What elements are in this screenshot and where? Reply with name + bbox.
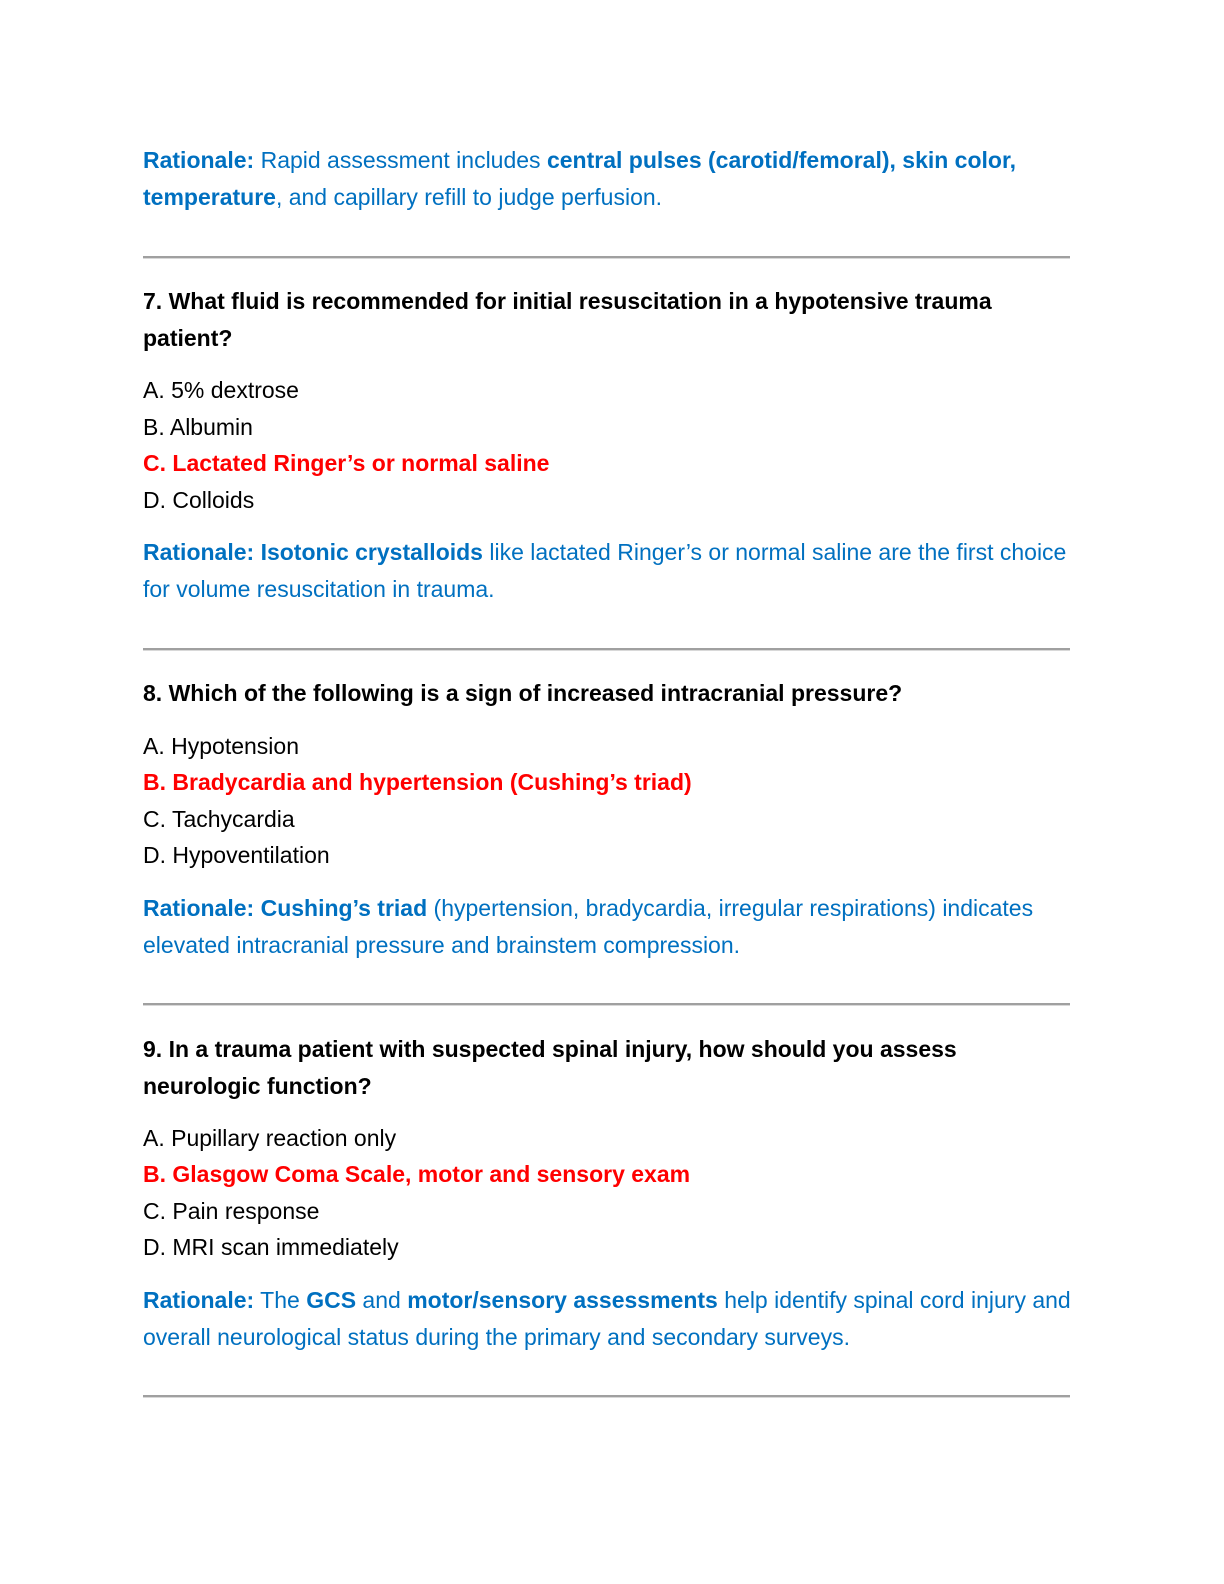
rationale-label: Rationale: xyxy=(143,895,255,921)
rationale-q9: Rationale: The GCS and motor/sensory assessments help identify spinal cord injury and overall neurological status during the primary and secondary surveys. xyxy=(143,1287,1071,1350)
option-7c-correct: C. Lactated Ringer’s or normal saline xyxy=(143,450,550,476)
option-7b: B. Albumin xyxy=(143,414,253,440)
divider xyxy=(143,1003,1070,1006)
divider xyxy=(143,1395,1070,1398)
divider xyxy=(143,648,1070,651)
option-8d: D. Hypoventilation xyxy=(143,842,330,868)
question-8: 8. Which of the following is a sign of increased intracranial pressure? xyxy=(143,680,903,706)
rationale-q8: Rationale: Cushing’s triad (hypertension, bradycardia, irregular respirations) indicates elevated intracranial pressure and brainstem compression. xyxy=(143,895,1034,958)
question-9: 9. In a trauma patient with suspected spinal injury, how should you assess neurologic function? xyxy=(143,1036,957,1099)
option-9c: C. Pain response xyxy=(143,1198,320,1224)
option-9d: D. MRI scan immediately xyxy=(143,1234,399,1260)
question-7: 7. What fluid is recommended for initial resuscitation in a hypotensive trauma patient? xyxy=(143,288,992,351)
rationale-q6: Rationale: Rapid assessment includes central pulses (carotid/femoral), skin color, temperature, and capillary refill to judge perfusion. xyxy=(143,147,1017,210)
option-8b-correct: B. Bradycardia and hypertension (Cushing’s triad) xyxy=(143,769,692,795)
option-8a: A. Hypotension xyxy=(143,733,299,759)
option-7a: A. 5% dextrose xyxy=(143,377,299,403)
rationale-q7: Rationale: Isotonic crystalloids like lactated Ringer’s or normal saline are the first choice for volume resuscitation in trauma. xyxy=(143,539,1067,602)
rationale-label: Rationale: xyxy=(143,539,255,565)
divider xyxy=(143,256,1070,259)
option-8c: C. Tachycardia xyxy=(143,806,295,832)
option-9b-correct: B. Glasgow Coma Scale, motor and sensory exam xyxy=(143,1161,691,1187)
rationale-label: Rationale: xyxy=(143,1287,255,1313)
rationale-label: Rationale: xyxy=(143,147,255,173)
option-7d: D. Colloids xyxy=(143,487,255,513)
option-9a: A. Pupillary reaction only xyxy=(143,1125,397,1151)
